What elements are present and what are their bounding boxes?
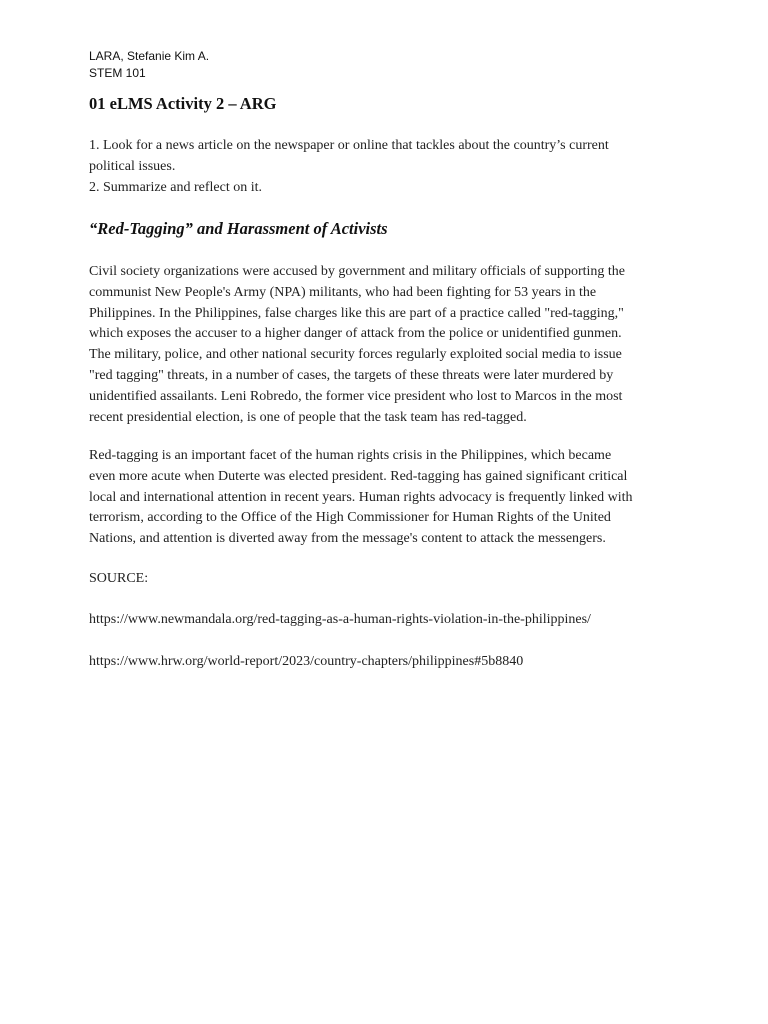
source-link-2: https://www.hrw.org/world-report/2023/country-chapters/philippines#5b8840	[89, 654, 524, 669]
paragraph-1-line: recent presidential election, is one of people that the task team has red-tagged.	[89, 409, 527, 425]
paragraph-1-line: communist New People's Army (NPA) militants, who had been fighting for 53 years in the	[89, 284, 597, 300]
instructions	[89, 136, 689, 198]
student-name: LARA, Stefanie Kim A.	[89, 49, 210, 63]
paragraph-1-line: which exposes the accuser to a higher danger of attack from the police or unidentified gunmen.	[89, 326, 622, 342]
instruction-item-1-line-2: political issues.	[89, 158, 176, 174]
paragraph-2-line: terrorism, according to the Office of the High Commissioner for Human Rights of the United	[89, 510, 611, 526]
paragraph-2-line: local and international attention in recent years. Human rights advocacy is frequently linked with	[89, 489, 633, 505]
paragraph-1-line: The military, police, and other national security forces regularly exploited social media to issue	[89, 347, 622, 363]
source-label: SOURCE:	[89, 571, 149, 586]
paragraph-2-line: even more acute when Duterte was elected president. Red-tagging has gained significant critical	[89, 468, 628, 484]
student-section: STEM 101	[89, 66, 146, 80]
source-link-1: https://www.newmandala.org/red-tagging-as-a-human-rights-violation-in-the-philippines/	[89, 612, 591, 627]
paragraph-1-line: "red tagging" threats, in a number of cases, the targets of these threats were later murdered by	[89, 367, 614, 383]
instruction-item-2: 2. Summarize and reflect on it.	[89, 179, 262, 195]
paragraph-2-line: Nations, and attention is diverted away from the message's content to attack the messengers.	[89, 531, 606, 547]
article-heading: “Red-Tagging” and Harassment of Activists	[89, 219, 388, 238]
document-title: 01 eLMS Activity 2 – ARG	[89, 94, 277, 113]
paragraph-1	[89, 262, 689, 428]
paragraph-2-line: Red-tagging is an important facet of the human rights crisis in the Philippines, which became	[89, 448, 612, 463]
paragraph-1-line: unidentified assailants. Leni Robredo, the former vice president who lost to Marcos in the most	[89, 388, 623, 404]
instruction-item-1-line-1: 1. Look for a news article on the newspaper or online that tackles about the country’s current	[89, 138, 609, 153]
paragraph-1-line: Civil society organizations were accused by government and military officials of supporting the	[89, 264, 626, 279]
paragraph-2	[89, 446, 689, 550]
paragraph-1-line: Philippines. In the Philippines, false charges like this are part of a practice called "red-tagging,"	[89, 305, 624, 321]
